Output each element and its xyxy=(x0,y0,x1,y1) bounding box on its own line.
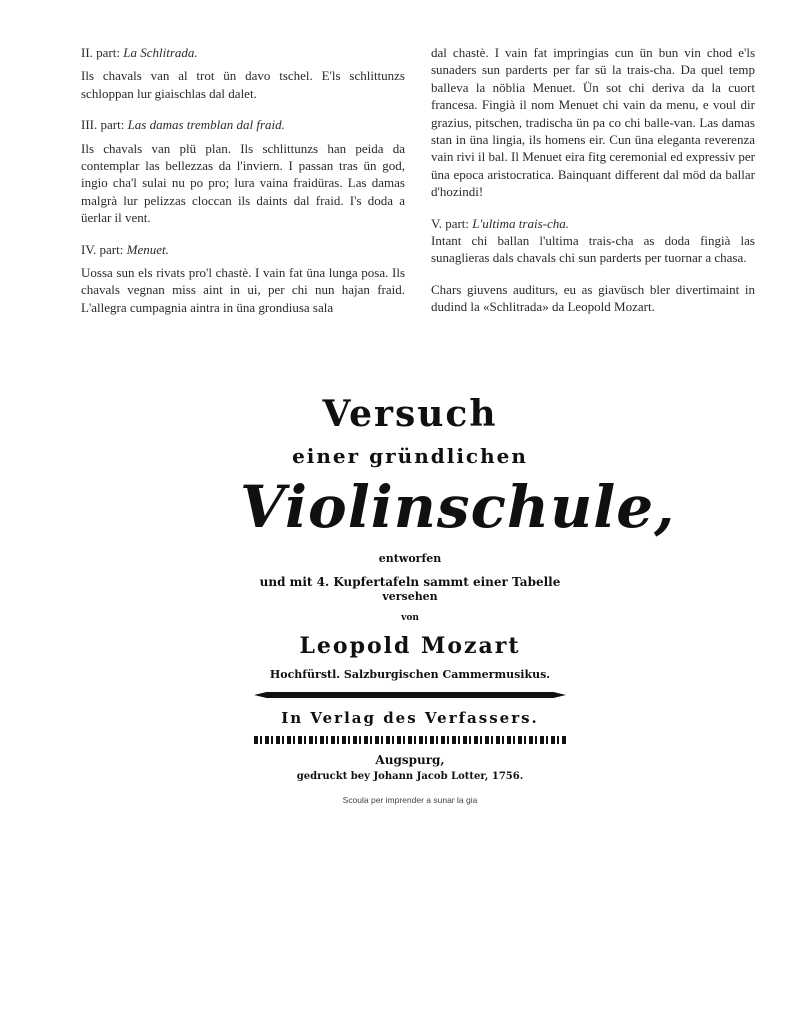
section-heading-4 xyxy=(81,241,405,258)
part-label: IV. part: xyxy=(81,241,124,257)
left-column xyxy=(81,44,405,330)
title-versehen: versehen xyxy=(382,590,438,603)
section-heading-5 xyxy=(431,215,755,232)
title-page-image xyxy=(240,392,676,806)
city-line: Augspurg, xyxy=(375,753,445,767)
text-columns xyxy=(81,44,755,330)
section-body-5: Intant chi ballan l'ultima trais-cha as doda fingià las sunaglieras dals chavals chi sun parderts per tuornar a chasa. xyxy=(431,233,755,266)
section-body-4: Uossa sun els rivats pro'l chastè. I vain fat üna lunga posa. Ils chavals vegnan miss aint in ui, per chi nun hajan fraid. L'allegra cumpagnia aintra in üna grondiusa sala xyxy=(81,265,405,315)
title-von: von xyxy=(401,613,419,623)
part-title: L'ultima trais-cha. xyxy=(472,215,569,231)
image-caption: Scoula per imprender a sunar la gia xyxy=(342,795,478,805)
thick-rule xyxy=(254,692,566,698)
author-name: Leopold Mozart xyxy=(299,633,521,659)
part-title: La Schlitrada. xyxy=(123,45,198,60)
section-heading-2 xyxy=(81,44,405,61)
continuation-paragraph: dal chastè. I vain fat impringias cun ün bun vin chod e'ls sunaders sun parderts per far sü la trais-cha. Da quel temp balleva la nöblia Menuet. Ün sot chi deriva da la cuort francesa. Fingià il nom Menuet chi vain da menu, e voul dir grazius, pitschen, tradischa ün pa co chi balle-van. Las damas stan in üna lingia, ils homens eir. Cun üna eleganta reverenza vain rivi il bal. Il Menuet eira fitg ceremonial ed expressiv per üna epoca aristocratica. Bainquant different dal möd da ballar d'hozindi! xyxy=(431,45,755,200)
title-versuch: Versuch xyxy=(322,393,498,435)
part-title: Menuet. xyxy=(126,241,169,257)
title-kupfertafeln: und mit 4. Kupfertafeln sammt einer Tabelle xyxy=(259,575,561,589)
section-heading-3 xyxy=(81,116,405,133)
publisher-line: In Verlag des Verfassers. xyxy=(281,709,539,727)
closing-paragraph: Chars giuvens auditurs, eu as giavüsch bler divertimaint in dudind la «Schlitrada» da Leopold Mozart. xyxy=(431,281,755,315)
title-entworfen: entworfen xyxy=(378,552,442,565)
title-violinschule: Violinschule, xyxy=(240,473,676,541)
author-position: Hochfürstl. Salzburgischen Cammermusikus. xyxy=(269,668,551,681)
section-body-2: Ils chavals van al trot ün davo tschel. E'ls schlittunzs schloppan lur giaischlas dal dalet. xyxy=(81,68,405,101)
right-column xyxy=(431,44,755,330)
part-title: Las damas tremblan dal fraid. xyxy=(127,117,285,133)
part-label: II. part: xyxy=(81,45,120,60)
section-body-3: Ils chavals van plü plan. Ils schlittunzs han peida da contemplar las bellezzas da l'inviern. I passan tras ün god, ingio cha'l sulai nu po pro; lura vaina fraidüras. Las damas malgrà lur pelizzas cloccan ils daints dal fraid. I's doda a üerlar il vent. xyxy=(81,140,405,226)
part-label: V. part: xyxy=(431,215,470,231)
title-einer-gruendlichen: einer gründlichen xyxy=(292,444,528,468)
part-label: III. part: xyxy=(81,117,125,133)
printer-line: gedruckt bey Johann Jacob Lotter, 1756. xyxy=(296,771,524,782)
ornamental-rule xyxy=(254,736,566,744)
